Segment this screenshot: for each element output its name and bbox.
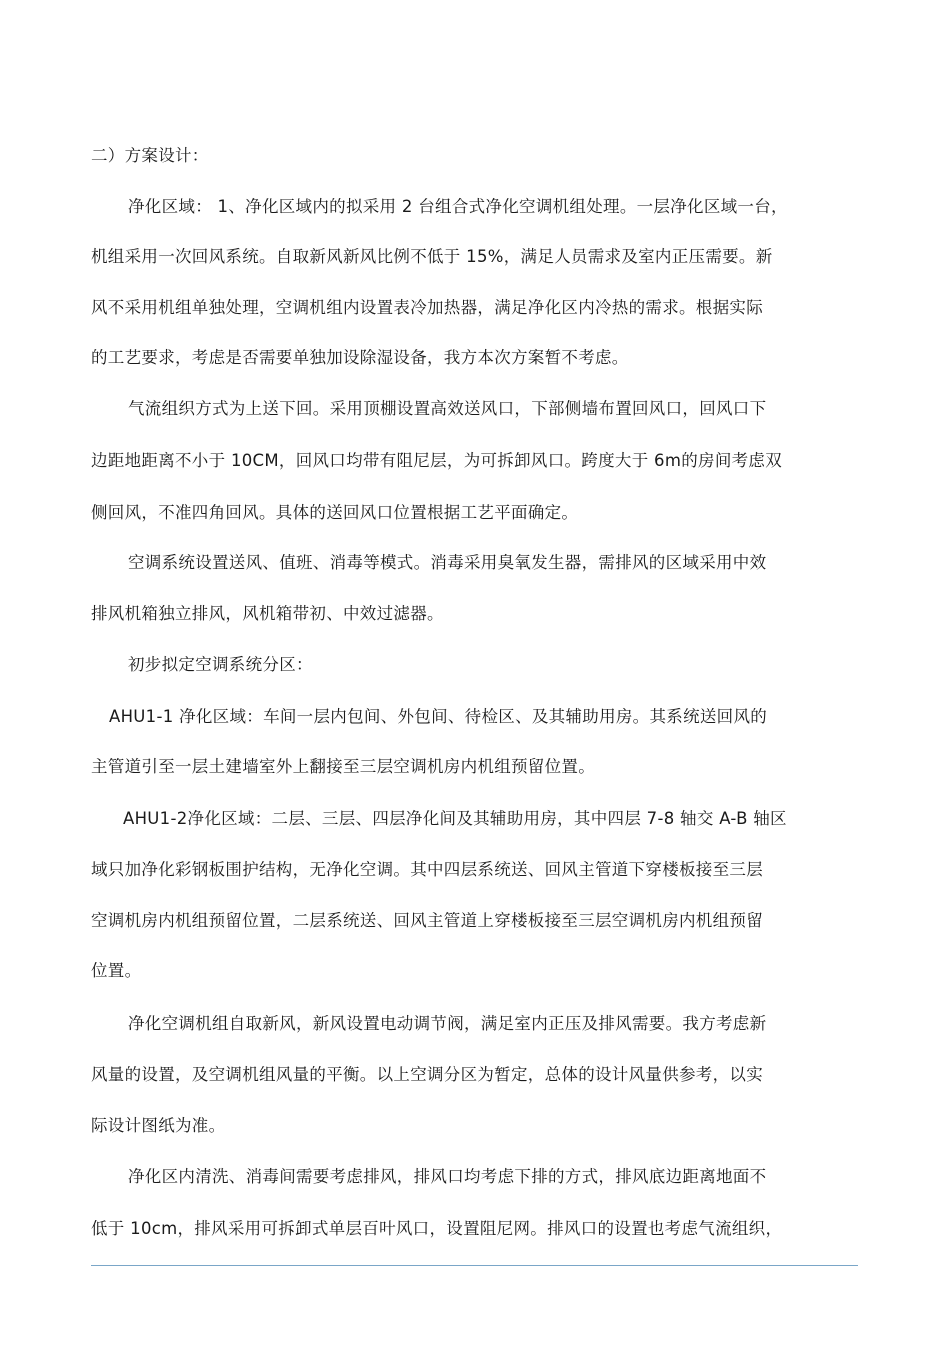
paragraph-line: AHU1-2净化区域：二层、三层、四层净化间及其辅助用房，其中四层 7-8 轴交 A-B 轴区: [123, 809, 787, 828]
paragraph-line: 位置。: [91, 961, 142, 980]
paragraph-line: 低于 10cm，排风采用可拆卸式单层百叶风口，设置阻尼网。排风口的设置也考虑气流组织，: [91, 1219, 783, 1238]
footer-divider: [91, 1265, 858, 1266]
paragraph-line: 侧回风，不准四角回风。具体的送回风口位置根据工艺平面确定。: [91, 503, 579, 522]
paragraph-line: 机组采用一次回风系统。自取新风新风比例不低于 15%，满足人员需求及室内正压需要。新: [91, 247, 773, 266]
paragraph-line: 净化空调机组自取新风，新风设置电动调节阀，满足室内正压及排风需要。我方考虑新: [128, 1014, 767, 1033]
section-heading: 二）方案设计：: [91, 146, 209, 165]
paragraph-line: 净化区内清洗、消毒间需要考虑排风，排风口均考虑下排的方式，排风底边距离地面不: [128, 1167, 767, 1186]
paragraph-line: 空调机房内机组预留位置，二层系统送、回风主管道上穿楼板接至三层空调机房内机组预留: [91, 911, 763, 930]
paragraph-line: 域只加净化彩钢板围护结构，无净化空调。其中四层系统送、回风主管道下穿楼板接至三层: [91, 860, 763, 879]
paragraph-line: AHU1-1 净化区域：车间一层内包间、外包间、待检区、及其辅助用房。其系统送回风的: [109, 707, 768, 726]
paragraph-line: 空调系统设置送风、值班、消毒等模式。消毒采用臭氧发生器，需排风的区域采用中效: [128, 553, 767, 572]
paragraph-line: 排风机箱独立排风，风机箱带初、中效过滤器。: [91, 604, 444, 623]
paragraph-line: 气流组织方式为上送下回。采用顶棚设置高效送风口，下部侧墙布置回风口，回风口下: [128, 399, 767, 418]
paragraph-line: 边距地距离不小于 10CM，回风口均带有阻尼层，为可拆卸风口。跨度大于 6m的房间考虑双: [91, 451, 783, 470]
paragraph-line: 主管道引至一层土建墙室外上翻接至三层空调机房内机组预留位置。: [91, 757, 595, 776]
paragraph-line: 际设计图纸为准。: [91, 1116, 226, 1135]
paragraph-line: 风不采用机组单独处理，空调机组内设置表冷加热器，满足净化区内冷热的需求。根据实际: [91, 298, 763, 317]
paragraph-line: 净化区域： 1、净化区域内的拟采用 2 台组合式净化空调机组处理。一层净化区域一台，: [128, 197, 788, 216]
paragraph-line: 初步拟定空调系统分区：: [128, 655, 313, 674]
paragraph-line: 风量的设置，及空调机组风量的平衡。以上空调分区为暂定，总体的设计风量供参考，以实: [91, 1065, 763, 1084]
paragraph-line: 的工艺要求，考虑是否需要单独加设除湿设备，我方本次方案暂不考虑。: [91, 348, 629, 367]
